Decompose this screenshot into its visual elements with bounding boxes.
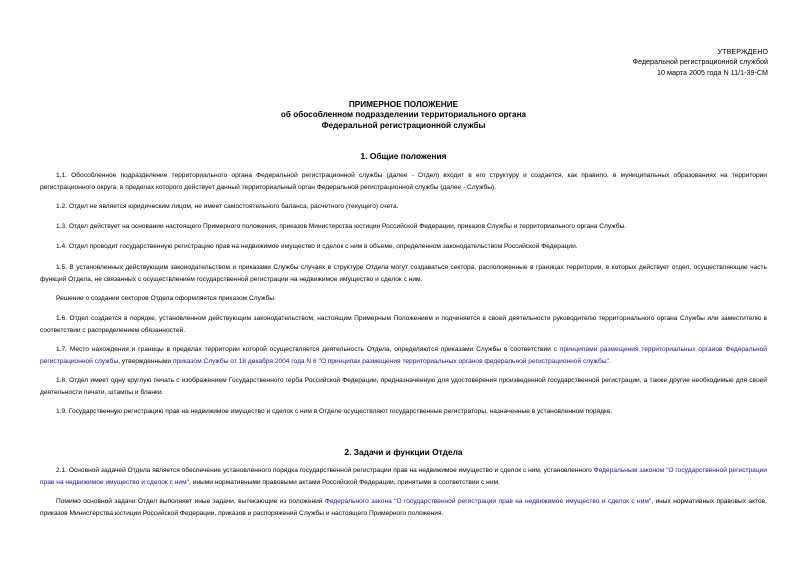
paragraph-1-4: 1.4. Отдел проводит государственную регистрацию прав на недвижимое имущество и сделок с ним в объеме, определенном законодательством Российской Федерации. [56,243,578,250]
paragraph-2-2-text-b: , иных нормативных правовых актов, приказов Министерства юстиции Российской Федерации, приказов и распоряжений Службы и настоящего Примерного положения. [40,498,767,517]
paragraph-1-2: 1.2. Отдел не является юридическим лицом, не имеет самостоятельного баланса, расчетного (текущего) счета. [56,203,399,210]
paragraph-1-7-text-b: , утвержденными [118,358,173,365]
paragraph-1-7-text-a: 1.7. Место нахождения и границы в пределах территории которой осуществляется деятельность Отдела, определяются приказами Службы в соответствии с [56,346,560,353]
link-federal-law-registration[interactable]: Федеральным законом "О государственной регистрации прав на недвижимое имущество и сделок с ним" [40,467,767,486]
paragraph-1-7 [40,344,767,368]
paragraph-1-6: 1.6. Отдел создается в порядке, установленном действующим законодательством, настоящим Примерным Положением и подчиняется в своей деятельности руководителю территориального органа Службы или заместителю в соответствии с распределением обязанностей. [40,315,767,334]
approval-line-2: Федеральной регистрационной службой [632,57,768,67]
document-title [0,100,807,131]
title-line-3: Федеральной регистрационной службы [321,120,486,130]
approval-line-3: 10 марта 2005 года N 11/1-39-СМ [657,67,768,77]
paragraph-1-5-decision: Решение о создании секторов Отдела оформляется приказом Службы. [56,295,276,302]
approval-stamp [633,47,768,78]
paragraph-2-2 [40,496,767,520]
link-placement-principles[interactable]: принципами размещения территориальных органов Федеральной регистрационной службы [40,346,767,365]
paragraph-1-1: 1.1. Обособленное подразделение территориального органа Федеральной регистрационной службы (далее - Отдел) входит в его структуру и создается, как правило, в муниципальных образованиях на территории регистрационного округа, в пределах которого действует данный территориальный орган Федеральной регистрационной службы (далее - Службы). [40,172,767,191]
title-line-1: ПРИМЕРНОЕ ПОЛОЖЕНИЕ [348,100,459,109]
paragraph-2-1 [40,465,767,489]
link-order-n6[interactable]: приказом Службы от 18 декабря 2004 года N 6 "О принципах размещения территориальных органов федеральной регистрационной службы" [172,358,609,365]
section-2-heading: 2. Задачи и функции Отдела [344,447,463,457]
paragraph-1-8: 1.8. Отдел имеет одну круглую печать с изображением Государственного герба Российской Федерации, предназначенную для удостоверения произведенной государственной регистрации, а также другие необходимые для своей деятельности печати, штампы и бланки. [40,377,767,396]
link-federal-law-registration-2[interactable]: Федерального закона "О государственной регистрации прав на недвижимое имущество и сделок с ним" [324,498,652,505]
paragraph-1-5: 1.5. В установленных действующим законодательством и приказами Службы случаях в структуре Отдела могут создаваться сектора, расположенные в границах территории, в которых действует отдел, осуществляющие часть функций Отдела, не связанных с осуществлением государственной регистрации на недвижимое имущество и сделок с ним. [40,264,767,283]
paragraph-2-2-text-a: Помимо основной задачи Отдел выполняет иные задачи, вытекающие из положений [56,498,325,505]
paragraph-2-1-text-b: , иными нормативными правовыми актами Российской Федерации, принятыми в соответствии с ним. [188,479,500,486]
approval-line-1: УТВЕРЖДЕНО [717,47,768,56]
paragraph-1-9: 1.9. Государственную регистрацию прав на недвижимое имущество и сделок с ним в Отделе осуществляют государственные регистраторы, назначенные в установленном порядке. [56,408,613,415]
paragraph-2-1-text-a: 2.1. Основной задачей Отдела является обеспечение установленного порядка государственной регистрации прав на недвижимое имущество и сделок с ним, установленного [56,467,594,474]
section-1-heading: 1. Общие положения [360,151,447,161]
paragraph-1-3: 1.3. Отдел действует на основании настоящего Примерного положения, приказов Министерства юстиции Российской Федерации, приказов Службы и территориального органа Службы. [56,223,627,230]
paragraph-1-7-text-c: . [608,358,611,365]
title-line-2: об обособленном подразделении территориального органа [280,110,527,120]
